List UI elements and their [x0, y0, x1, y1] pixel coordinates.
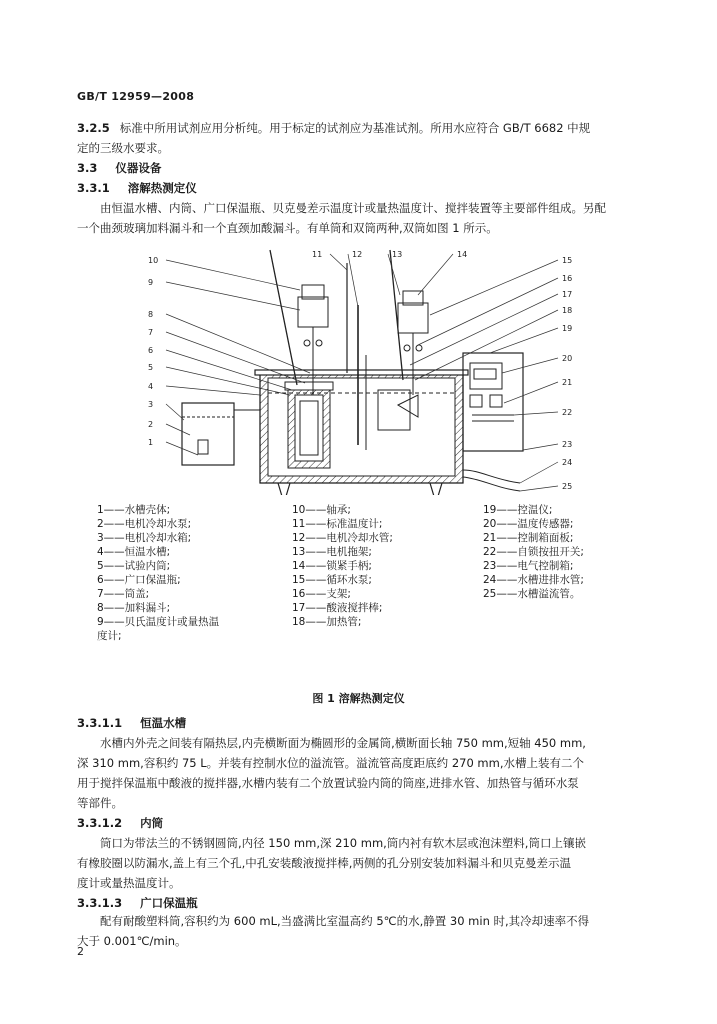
- callout-number: 1: [148, 438, 154, 447]
- section-heading-3-3-1-3: [77, 895, 198, 911]
- section-title: 溶解热测定仪: [127, 181, 197, 195]
- paragraph-3-3-1-2: [77, 833, 667, 893]
- callout-leader: [514, 412, 558, 415]
- paragraph-line: 用于搅拌保温瓶中酸液的搅拌器,水槽内装有二个放置试验内筒的筒座,进排水管、加热管与循环水泵: [77, 776, 579, 790]
- legend-item: 1——水槽壳体;: [97, 504, 171, 516]
- callout-leader: [166, 424, 190, 435]
- callout-leader: [348, 254, 358, 307]
- paragraph-line: 有橡胶圈以防漏水,盖上有三个孔,中孔安装酸液搅拌棒,两侧的孔分别安装加料漏斗和贝克曼差示温: [77, 856, 571, 870]
- section-title: 恒温水槽: [140, 716, 187, 730]
- legend-item: 4——恒温水槽;: [97, 546, 171, 558]
- callout-number: 7: [148, 328, 154, 337]
- figure-caption: 图 1 溶解热测定仪: [312, 692, 405, 705]
- callout-number: 15: [562, 256, 573, 265]
- callout-number: 14: [457, 250, 468, 259]
- callout-number: 10: [148, 256, 159, 265]
- legend-item: 10——轴承;: [292, 504, 351, 516]
- section-title: 广口保温瓶: [140, 896, 198, 910]
- legend-item: 16——支架;: [292, 588, 351, 600]
- callout-number: 23: [562, 440, 573, 449]
- callout-leader: [410, 294, 558, 365]
- legend-column-2: [292, 503, 482, 629]
- legend-item: 13——电机拖架;: [292, 546, 372, 558]
- section-number: 3.3.1.2: [77, 816, 123, 830]
- clause-3-2-5: [77, 118, 667, 158]
- section-number: 3.3: [77, 161, 98, 175]
- legend-item: 21——控制箱面板;: [483, 532, 574, 544]
- callout-number: 19: [562, 324, 573, 333]
- clause-number: 3.2.5: [77, 121, 110, 135]
- legend-item: 7——筒盖;: [97, 588, 150, 600]
- callout-number: 18: [562, 306, 573, 315]
- callout-number: 16: [562, 274, 573, 283]
- callout-leader: [166, 404, 184, 420]
- legend-item: 6——广口保温瓶;: [97, 574, 181, 586]
- callout-leader: [166, 282, 300, 310]
- legend-item: 25——水槽溢流管。: [483, 588, 581, 600]
- intro-line1: 由恒温水槽、内筒、广口保温瓶、贝克曼差示温度计或量热温度计、搅拌装置等主要部件组成。另配: [100, 201, 606, 215]
- section-title: 仪器设备: [115, 161, 162, 175]
- legend-column-1: [97, 503, 297, 643]
- paragraph-line: 筒口为带法兰的不锈钢圆筒,内径 150 mm,深 210 mm,筒内衬有软木层或泡沫塑料,筒口上镶嵌: [100, 836, 586, 850]
- clause-text-line1: 标准中所用试剂应用分析纯。用于标定的试剂应为基准试剂。所用水应符合 GB/T 6682 中规: [119, 121, 591, 135]
- callout-number: 2: [148, 420, 154, 429]
- legend-item: 17——酸液搅拌棒;: [292, 602, 383, 614]
- paragraph-line: 配有耐酸塑料筒,容积约为 600 mL,当盛满比室温高约 5℃的水,静置 30 min 时,其冷却速率不得: [100, 914, 590, 928]
- callout-number: 13: [392, 250, 403, 259]
- paragraph-line: 深 310 mm,容积约 75 L。并装有控制水位的溢流管。溢流管高度距底约 270 mm,水槽上装有二个: [77, 756, 584, 770]
- legend-item: 18——加热管;: [292, 616, 362, 628]
- callout-number: 5: [148, 363, 154, 372]
- legend-item: 2——电机冷却水泵;: [97, 518, 192, 530]
- left-motor: [298, 297, 328, 327]
- callout-number: 11: [312, 250, 323, 259]
- paragraph-3-3-1-1: [77, 733, 667, 813]
- legend-item: 12——电机冷却水管;: [292, 532, 393, 544]
- legend-item: 24——水槽进排水管;: [483, 574, 584, 586]
- clause-text-line2: 定的三级水要求。: [77, 141, 169, 155]
- callout-leader: [418, 254, 453, 295]
- legend-item: 19——控温仪;: [483, 504, 553, 516]
- callout-number: 9: [148, 278, 154, 287]
- callout-leader: [330, 254, 347, 270]
- legend-item: 15——循环水泵;: [292, 574, 372, 586]
- intro-line2: 一个曲颈玻璃加料漏斗和一个直颈加酸漏斗。有单筒和双筒两种,双筒如图 1 所示。: [77, 221, 498, 235]
- callout-leader: [520, 486, 558, 491]
- callout-number: 3: [148, 400, 154, 409]
- callout-leader: [490, 328, 558, 353]
- legend-item: 14——锁紧手柄;: [292, 560, 372, 572]
- callout-number: 17: [562, 290, 573, 299]
- paragraph-line: 度计或量热温度计。: [77, 876, 181, 890]
- section-heading-3-3-1: [77, 180, 197, 196]
- standard-header: GB/T 12959—2008: [77, 90, 195, 103]
- intro-paragraph: [77, 198, 667, 238]
- section-title: 内筒: [140, 816, 164, 830]
- legend-item: 11——标准温度计;: [292, 518, 383, 530]
- page-number: 2: [77, 945, 84, 958]
- paragraph-line: 大于 0.001℃/min。: [77, 934, 187, 948]
- legend-item: 22——自锁按扭开关;: [483, 546, 584, 558]
- legend-item: 8——加料漏斗;: [97, 602, 171, 614]
- paragraph-line: 水槽内外壳之间装有隔热层,内壳横断面为椭圆形的金属筒,横断面长轴 750 mm,短轴 450 mm,: [100, 736, 586, 750]
- callout-number: 24: [562, 458, 573, 467]
- callout-leader: [502, 358, 558, 373]
- callout-number: 8: [148, 310, 154, 319]
- section-number: 3.3.1: [77, 181, 110, 195]
- callout-number: 20: [562, 354, 573, 363]
- control-box: [463, 353, 523, 451]
- callout-leader: [166, 386, 260, 395]
- legend-column-3: [483, 503, 673, 601]
- section-heading-3-3: [77, 160, 161, 176]
- section-heading-3-3-1-2: [77, 815, 163, 831]
- cooling-water-tank: [182, 403, 234, 465]
- callout-leader: [523, 444, 558, 450]
- right-motor: [398, 303, 428, 333]
- callout-number: 25: [562, 482, 573, 491]
- section-number: 3.3.1.1: [77, 716, 123, 730]
- paragraph-3-3-1-3: [77, 911, 667, 951]
- callout-leader: [504, 382, 558, 403]
- callout-leader: [166, 332, 305, 383]
- callout-number: 22: [562, 408, 573, 417]
- callout-number: 4: [148, 382, 154, 391]
- callout-leader: [520, 462, 558, 483]
- callout-number: 21: [562, 378, 573, 387]
- section-heading-3-3-1-1: [77, 715, 186, 731]
- apparatus-diagram: [100, 245, 600, 495]
- callout-number: 12: [352, 250, 363, 259]
- paragraph-line: 等部件。: [77, 796, 123, 810]
- legend-item: 5——试验内筒;: [97, 560, 171, 572]
- callout-leader: [166, 260, 300, 290]
- section-number: 3.3.1.3: [77, 896, 123, 910]
- legend-item: 23——电气控制箱;: [483, 560, 574, 572]
- callout-number: 6: [148, 346, 154, 355]
- legend-item: 20——温度传感器;: [483, 518, 574, 530]
- legend-item: 3——电机冷却水箱;: [97, 532, 192, 544]
- legend-item: 度计;: [97, 630, 122, 642]
- legend-item: 9——贝氏温度计或量热温: [97, 616, 220, 628]
